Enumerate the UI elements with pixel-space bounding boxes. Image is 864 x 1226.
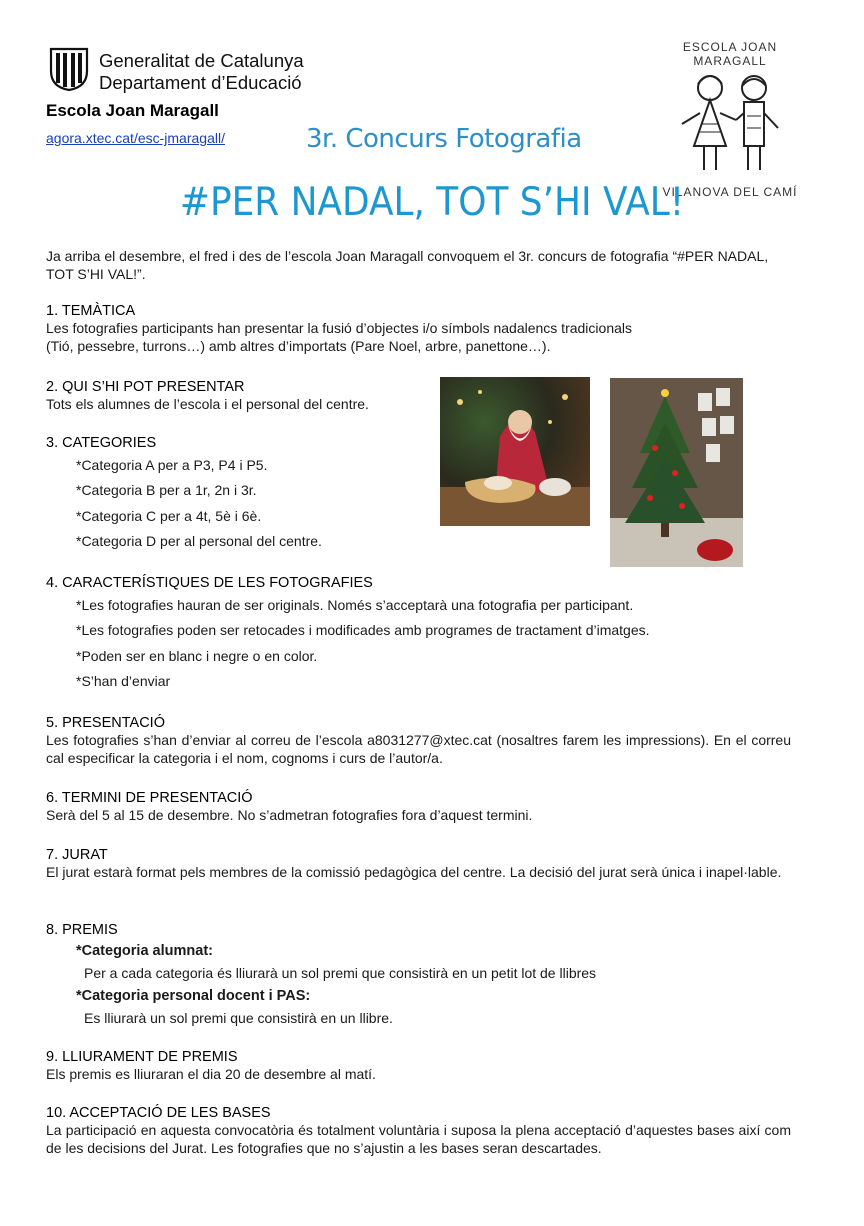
school-name: Escola Joan Maragall	[46, 101, 219, 120]
school-logo	[650, 40, 810, 199]
prize-category-text: Per a cada categoria és lliurarà un sol premi que consistirà en un petit lot de llibres	[84, 965, 597, 981]
section-acceptacio	[46, 1105, 791, 1157]
list-item: *Categoria C per a 4t, 5è i 6è.	[76, 507, 262, 524]
generalitat-text	[99, 50, 304, 94]
gov-line-2: Departament d’Educació	[99, 72, 302, 93]
school-website-link[interactable]: agora.xtec.cat/esc-jmaragall/	[46, 130, 225, 146]
section-text: Tots els alumnes de l’escola i el personal del centre.	[46, 396, 369, 412]
gov-line-1: Generalitat de Catalunya	[99, 50, 304, 71]
prize-category-title: *Categoria alumnat:	[76, 943, 213, 959]
contest-title: 3r. Concurs Fotografia	[306, 124, 582, 154]
section-text: Les fotografies s’han d’enviar al correu de l’escola a8031277@xtec.cat (nosaltres farem les impressions). En el correu cal especificar la categoria i el nom, cognoms i curs de l’autor/a.	[46, 732, 791, 766]
generalitat-logo	[47, 47, 91, 91]
section-title: 2. QUI S’HI POT PRESENTAR	[46, 379, 245, 395]
list-item: *Poden ser en blanc i negre o en color.	[76, 647, 318, 664]
section-title: 4. CARACTERÍSTIQUES DE LES FOTOGRAFIES	[46, 575, 373, 591]
headline: #PER NADAL, TOT S’HI VAL!	[179, 180, 685, 225]
section-lliurament	[46, 1049, 791, 1083]
section-text: Els premis es lliuraran el dia 20 de desembre al matí.	[46, 1066, 376, 1082]
section-text: El jurat estarà format pels membres de la comissió pedagògica del centre. La decisió del jurat serà única i inapel·lable.	[46, 864, 782, 880]
prize-category-title: *Categoria personal docent i PAS:	[76, 988, 311, 1004]
list-item: *Les fotografies poden ser retocades i modificades amb programes de tractament d’imatges.	[76, 622, 650, 639]
section-jurat	[46, 847, 791, 881]
santa-nativity-photo	[440, 377, 590, 526]
section-title: 9. LLIURAMENT DE PREMIS	[46, 1049, 238, 1065]
section-title: 1. TEMÀTICA	[46, 303, 136, 319]
section-caracteristiques	[46, 575, 806, 695]
logo-top-text: ESCOLA JOAN MARAGALL	[682, 40, 778, 68]
intro-paragraph: Ja arriba el desembre, el fred i des de l’escola Joan Maragall convoquem el 3r. concurs de fotografia “#PER NADAL, TOT S’HI VAL!”.	[46, 248, 769, 282]
section-qui	[46, 379, 426, 413]
prize-category-text: Es lliurarà un sol premi que consistirà en un llibre.	[84, 1010, 393, 1026]
section-text: (Tió, pessebre, turrons…) amb altres d’importats (Pare Noel, arbre, panettone…).	[46, 338, 551, 354]
list-item: *Categoria D per al personal del centre.	[76, 533, 322, 550]
logo-bottom-text: VILANOVA DEL CAMÍ	[662, 185, 798, 199]
section-categories	[46, 435, 426, 555]
section-premis	[46, 922, 791, 1027]
section-title: 8. PREMIS	[46, 922, 118, 938]
section-text: Serà del 5 al 15 de desembre. No s’admetran fotografies fora d’aquest termini.	[46, 807, 533, 823]
section-tematica	[46, 303, 791, 355]
section-text: Les fotografies participants han presentar la fusió d’objectes i/o símbols nadalencs tradicionals	[46, 320, 632, 336]
section-title: 10. ACCEPTACIÓ DE LES BASES	[46, 1105, 271, 1121]
list-item: *Categoria B per a 1r, 2n i 3r.	[76, 482, 257, 499]
section-title: 7. JURAT	[46, 847, 108, 863]
section-termini	[46, 790, 791, 824]
christmas-tree-photo	[610, 378, 743, 567]
list-item: *Les fotografies hauran de ser originals. Només s’acceptarà una fotografia per participant.	[76, 597, 634, 613]
section-presentacio	[46, 715, 791, 767]
section-title: 6. TERMINI DE PRESENTACIÓ	[46, 790, 253, 806]
section-text: La participació en aquesta convocatòria és totalment voluntària i suposa la plena acceptació d’aquestes bases així com de les decisions del Jurat. Les fotografies que no s’ajustin a les bases seran descartades.	[46, 1122, 791, 1156]
section-title: 3. CATEGORIES	[46, 435, 157, 451]
list-item: *S’han d’enviar	[76, 673, 171, 690]
children-drawing-icon	[670, 58, 790, 180]
section-title: 5. PRESENTACIÓ	[46, 715, 165, 731]
list-item: *Categoria A per a P3, P4 i P5.	[76, 457, 268, 473]
